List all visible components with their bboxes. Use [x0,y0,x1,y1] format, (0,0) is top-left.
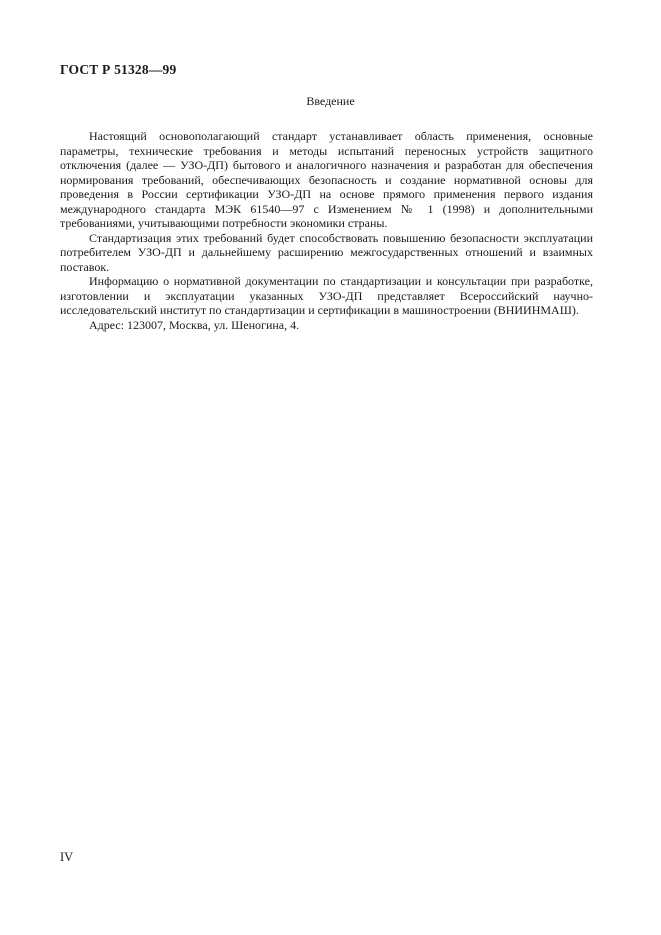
paragraph-information: Информацию о нормативной документации по стандартизации и консультации при разработке, изготовлении и эксплуатации указанных УЗО-ДП представляет Всероссийский научно-исследовательский институт по стандартизации и сертификации в машиностроении (ВНИИНМАШ). [60,274,593,317]
document-body [60,129,593,332]
section-title: Введение [306,94,355,108]
document-code: ГОСТ Р 51328—99 [60,62,177,77]
paragraph-address: Адрес: 123007, Москва, ул. Шеногина, 4. [89,317,300,332]
paragraph-scope: Настоящий основополагающий стандарт устанавливает область применения, основные параметры, технические требования и методы испытаний переносных устройств защитного отключения (далее — УЗО-ДП) бытового и аналогичного назначения и разработан для обеспечения нормирования требований, обеспечивающих безопасность и создание нормативной основы для проведения в России сертификации УЗО-ДП на основе прямого применения первого издания международного стандарта МЭК 61540—97 с Изменением № 1 (1998) и дополнительными требованиями, учитывающими потребности экономики страны. [60,129,593,230]
paragraph-standardization: Стандартизация этих требований будет способствовать повышению безопасности эксплуатации потребителем УЗО-ДП и дальнейшему расширению межгосударственных отношений и взаимных поставок. [60,230,593,274]
page-number: IV [60,850,74,864]
